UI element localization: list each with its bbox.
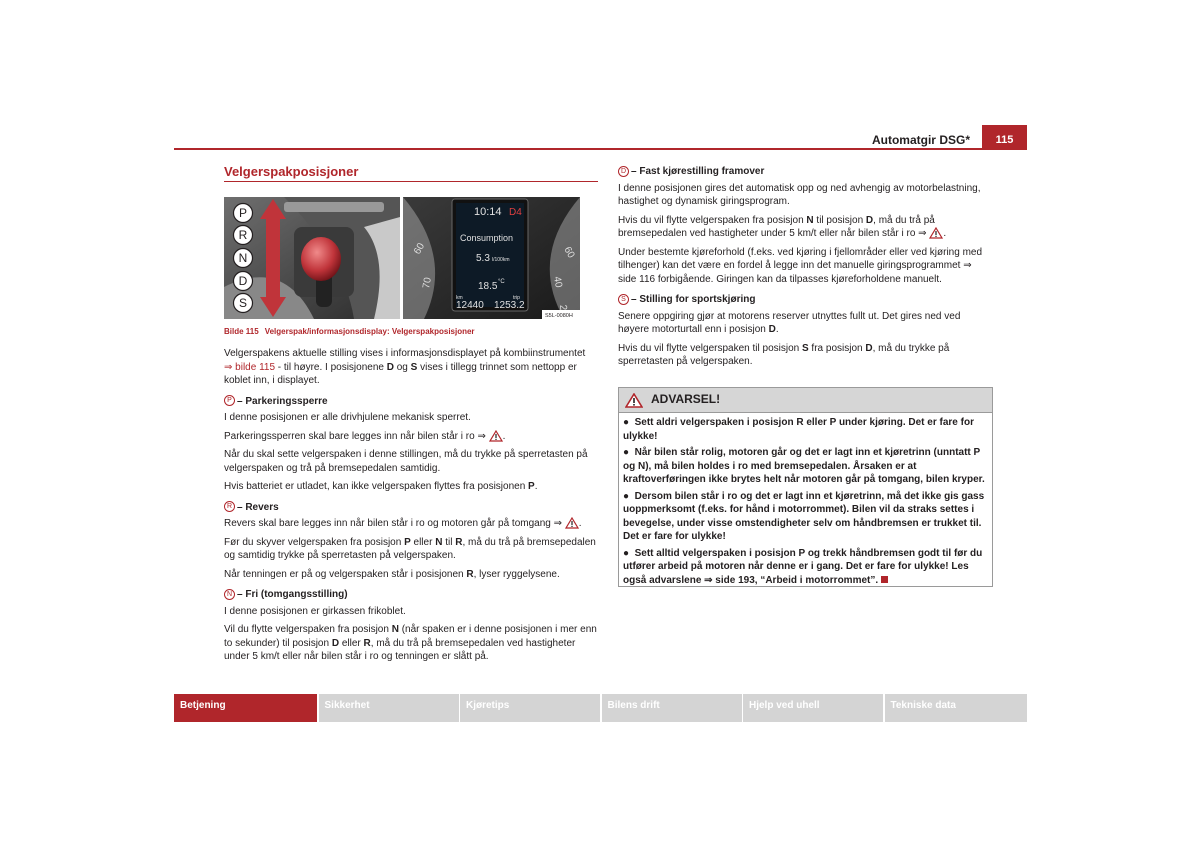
circle-n-icon: N	[224, 589, 235, 600]
display-odo-total: 12440	[456, 300, 484, 311]
warning-box	[618, 387, 993, 587]
circle-s-icon: S	[618, 294, 629, 305]
display-gear: D4	[509, 207, 522, 218]
chapter-title: Automatgir DSG*	[871, 133, 970, 147]
heading-n: N – Fri (tomgangsstilling)	[224, 588, 598, 602]
figure-caption	[224, 325, 475, 339]
heading-d: D – Fast kjørestilling framover	[618, 165, 992, 179]
gauge-right-60: 60	[561, 245, 577, 261]
warning-triangle-icon	[625, 393, 643, 408]
display-consumption: 5.3	[476, 253, 490, 264]
gauge-left-60: 60	[412, 241, 428, 257]
paragraph: Vil du flytte velgerspaken fra posisjon N (når spaken er i denne posisjonen i mer enn to sekunder) til posisjon D eller R, må du trå på bremsepedalen ved hastigheter under 5 km/t eller når bilen står i ro og tenningen er slått på.	[224, 624, 597, 662]
heading-p: P – Parkeringssperre	[224, 395, 598, 409]
warning-body	[619, 413, 992, 587]
tab-hjelp-ved-uhell[interactable]: Hjelp ved uhell	[743, 694, 883, 722]
figure-caption-number: Bilde 115	[224, 327, 259, 336]
figure-caption-text: Velgerspak/informasjonsdisplay: Velgerspakposisjoner	[264, 327, 475, 336]
warning-triangle-icon[interactable]	[489, 430, 503, 442]
paragraph: Revers skal bare legges inn når bilen står i ro og motoren går på tomgang ⇒ .	[224, 518, 582, 529]
gear-letter-p: P	[238, 206, 248, 220]
display-label: Consumption	[460, 233, 514, 243]
warning-item: ● Når bilen står rolig, motoren går og det er lagt inn et kjøretrinn (unntatt P og N), må bilen holdes i ro med bremsepedalen. Årsaken er at kraftoverføringen ikke brytes helt når motoren går på tomgang, bilen kryper.	[623, 447, 985, 485]
tab-sikkerhet[interactable]: Sikkerhet	[319, 694, 459, 722]
left-column	[224, 347, 598, 669]
heading-s: S – Stilling for sportskjøring	[618, 293, 992, 307]
circle-r-icon: R	[224, 501, 235, 512]
gear-letter-s: S	[238, 296, 248, 310]
paragraph: Før du skyver velgerspaken fra posisjon P eller N til R, må du trå på bremsepedalen og samtidig trykke på sperretasten på velgerspaken.	[224, 536, 596, 561]
paragraph: Senere oppgiring gjør at motorens reserver utnyttes fullt ut. Det gires ned ved høyere motorturtall enn i posisjon D.	[618, 310, 961, 335]
warning-triangle-icon[interactable]	[929, 227, 943, 239]
gear-letter-n: N	[238, 251, 248, 265]
figure-reference-link[interactable]: ⇒ bilde 115	[224, 361, 276, 373]
gauge-right-40: 40	[551, 275, 564, 289]
warning-header	[619, 388, 992, 413]
end-marker-icon	[881, 576, 888, 583]
display-km-label: km	[456, 295, 463, 301]
paragraph: Hvis du vil flytte velgerspaken fra posisjon N til posisjon D, må du trå på bremsepedalen ved hastigheter under 5 km/t eller når bilen står i ro ⇒ .	[618, 214, 947, 239]
tab-kjoretips[interactable]: Kjøretips	[460, 694, 600, 722]
right-column	[618, 165, 992, 374]
paragraph: Hvis du vil flytte velgerspaken til posisjon S fra posisjon D, må du trykke på sperretasten på velgerspaken.	[618, 342, 950, 367]
gear-letter-r: R	[238, 228, 248, 242]
display-temp: 18.5	[478, 281, 498, 292]
display-temp-unit: °C	[498, 279, 505, 285]
page-number: 115	[982, 125, 1027, 149]
section-title: Velgerspakposisjoner	[224, 164, 359, 179]
tab-tekniske-data[interactable]: Tekniske data	[885, 694, 1028, 722]
chapter-tabs	[174, 694, 1027, 722]
gear-letter-d: D	[238, 274, 248, 288]
paragraph: Når du skal sette velgerspaken i denne stillingen, må du trykke på sperretasten på velgerspaken og trå på bremsepedalen samtidig.	[224, 449, 588, 474]
paragraph: Under bestemte kjøreforhold (f.eks. ved kjøring i fjellområder eller ved kjøring med tilhenger) kan det være en fordel å legge inn det manuelle giringsprogrammet ⇒ side 116 forbigående. Giringen kan da tilpasses kjøreforholdene manuelt.	[618, 246, 983, 285]
paragraph: I denne posisjonen gires det automatisk opp og ned avhengig av motorbelastning, hastighet og dynamisk giringsprogram.	[618, 182, 981, 207]
circle-d-icon: D	[618, 166, 629, 177]
warning-title: ADVARSEL!	[651, 392, 721, 407]
display-consumption-unit: l/100km	[492, 257, 510, 263]
intro-paragraph: Velgerspakens aktuelle stilling vises i informasjonsdisplayet på kombiinstrumentet ⇒ bilde 115 - til høyre. I posisjonene D og S vises i tillegg trinnet som nettopp er koblet inn, i displayet.	[224, 348, 586, 386]
heading-r: R – Revers	[224, 501, 598, 515]
warning-triangle-icon[interactable]	[565, 517, 579, 529]
warning-item: ● Dersom bilen står i ro og det er lagt inn et kjøretrinn, må det ikke gis gass uoppmerksomt (f.eks. for hånd i motorrommet). Bilen vil da straks settes i bevegelse, under visse omstendigheter selv om håndbremsen er trukket til. Det er fare for ulykke!	[623, 490, 985, 542]
paragraph: Parkeringssperren skal bare legges inn når bilen står i ro ⇒ .	[224, 430, 506, 442]
warning-item: ● Sett alltid velgerspaken i posisjon P og trekk håndbremsen godt til før du utfører arbeid på motoren når denne er i gang. Det er fare for ulykke! Les også advarslene ⇒ side 193, “Arbeid i motorrommet”.	[623, 547, 983, 586]
header-rule	[174, 148, 1027, 150]
paragraph: Hvis batteriet er utladet, kan ikke velgerspaken flyttes fra posisjonen P.	[224, 481, 538, 492]
tab-bilens-drift[interactable]: Bilens drift	[602, 694, 742, 722]
figure-code: S5L-0080H	[545, 313, 573, 319]
display-time: 10:14	[474, 206, 502, 218]
paragraph: Når tenningen er på og velgerspaken står i posisjonen R, lyser ryggelysene.	[224, 568, 560, 580]
tab-betjening[interactable]: Betjening	[174, 694, 317, 722]
circle-p-icon: P	[224, 395, 235, 406]
section-rule	[224, 181, 598, 182]
display-odo-trip: 1253.2	[494, 300, 525, 311]
display-trip-label: trip	[513, 295, 520, 301]
paragraph: I denne posisjonen er girkassen frikoblet.	[224, 605, 406, 617]
paragraph: I denne posisjonen er alle drivhjulene mekanisk sperret.	[224, 412, 471, 423]
warning-item: ● Sett aldri velgerspaken i posisjon R eller P under kjøring. Det er fare for ulykke!	[623, 417, 974, 442]
gauge-left-70: 70	[421, 276, 434, 290]
figure-gear-selector	[224, 197, 580, 319]
